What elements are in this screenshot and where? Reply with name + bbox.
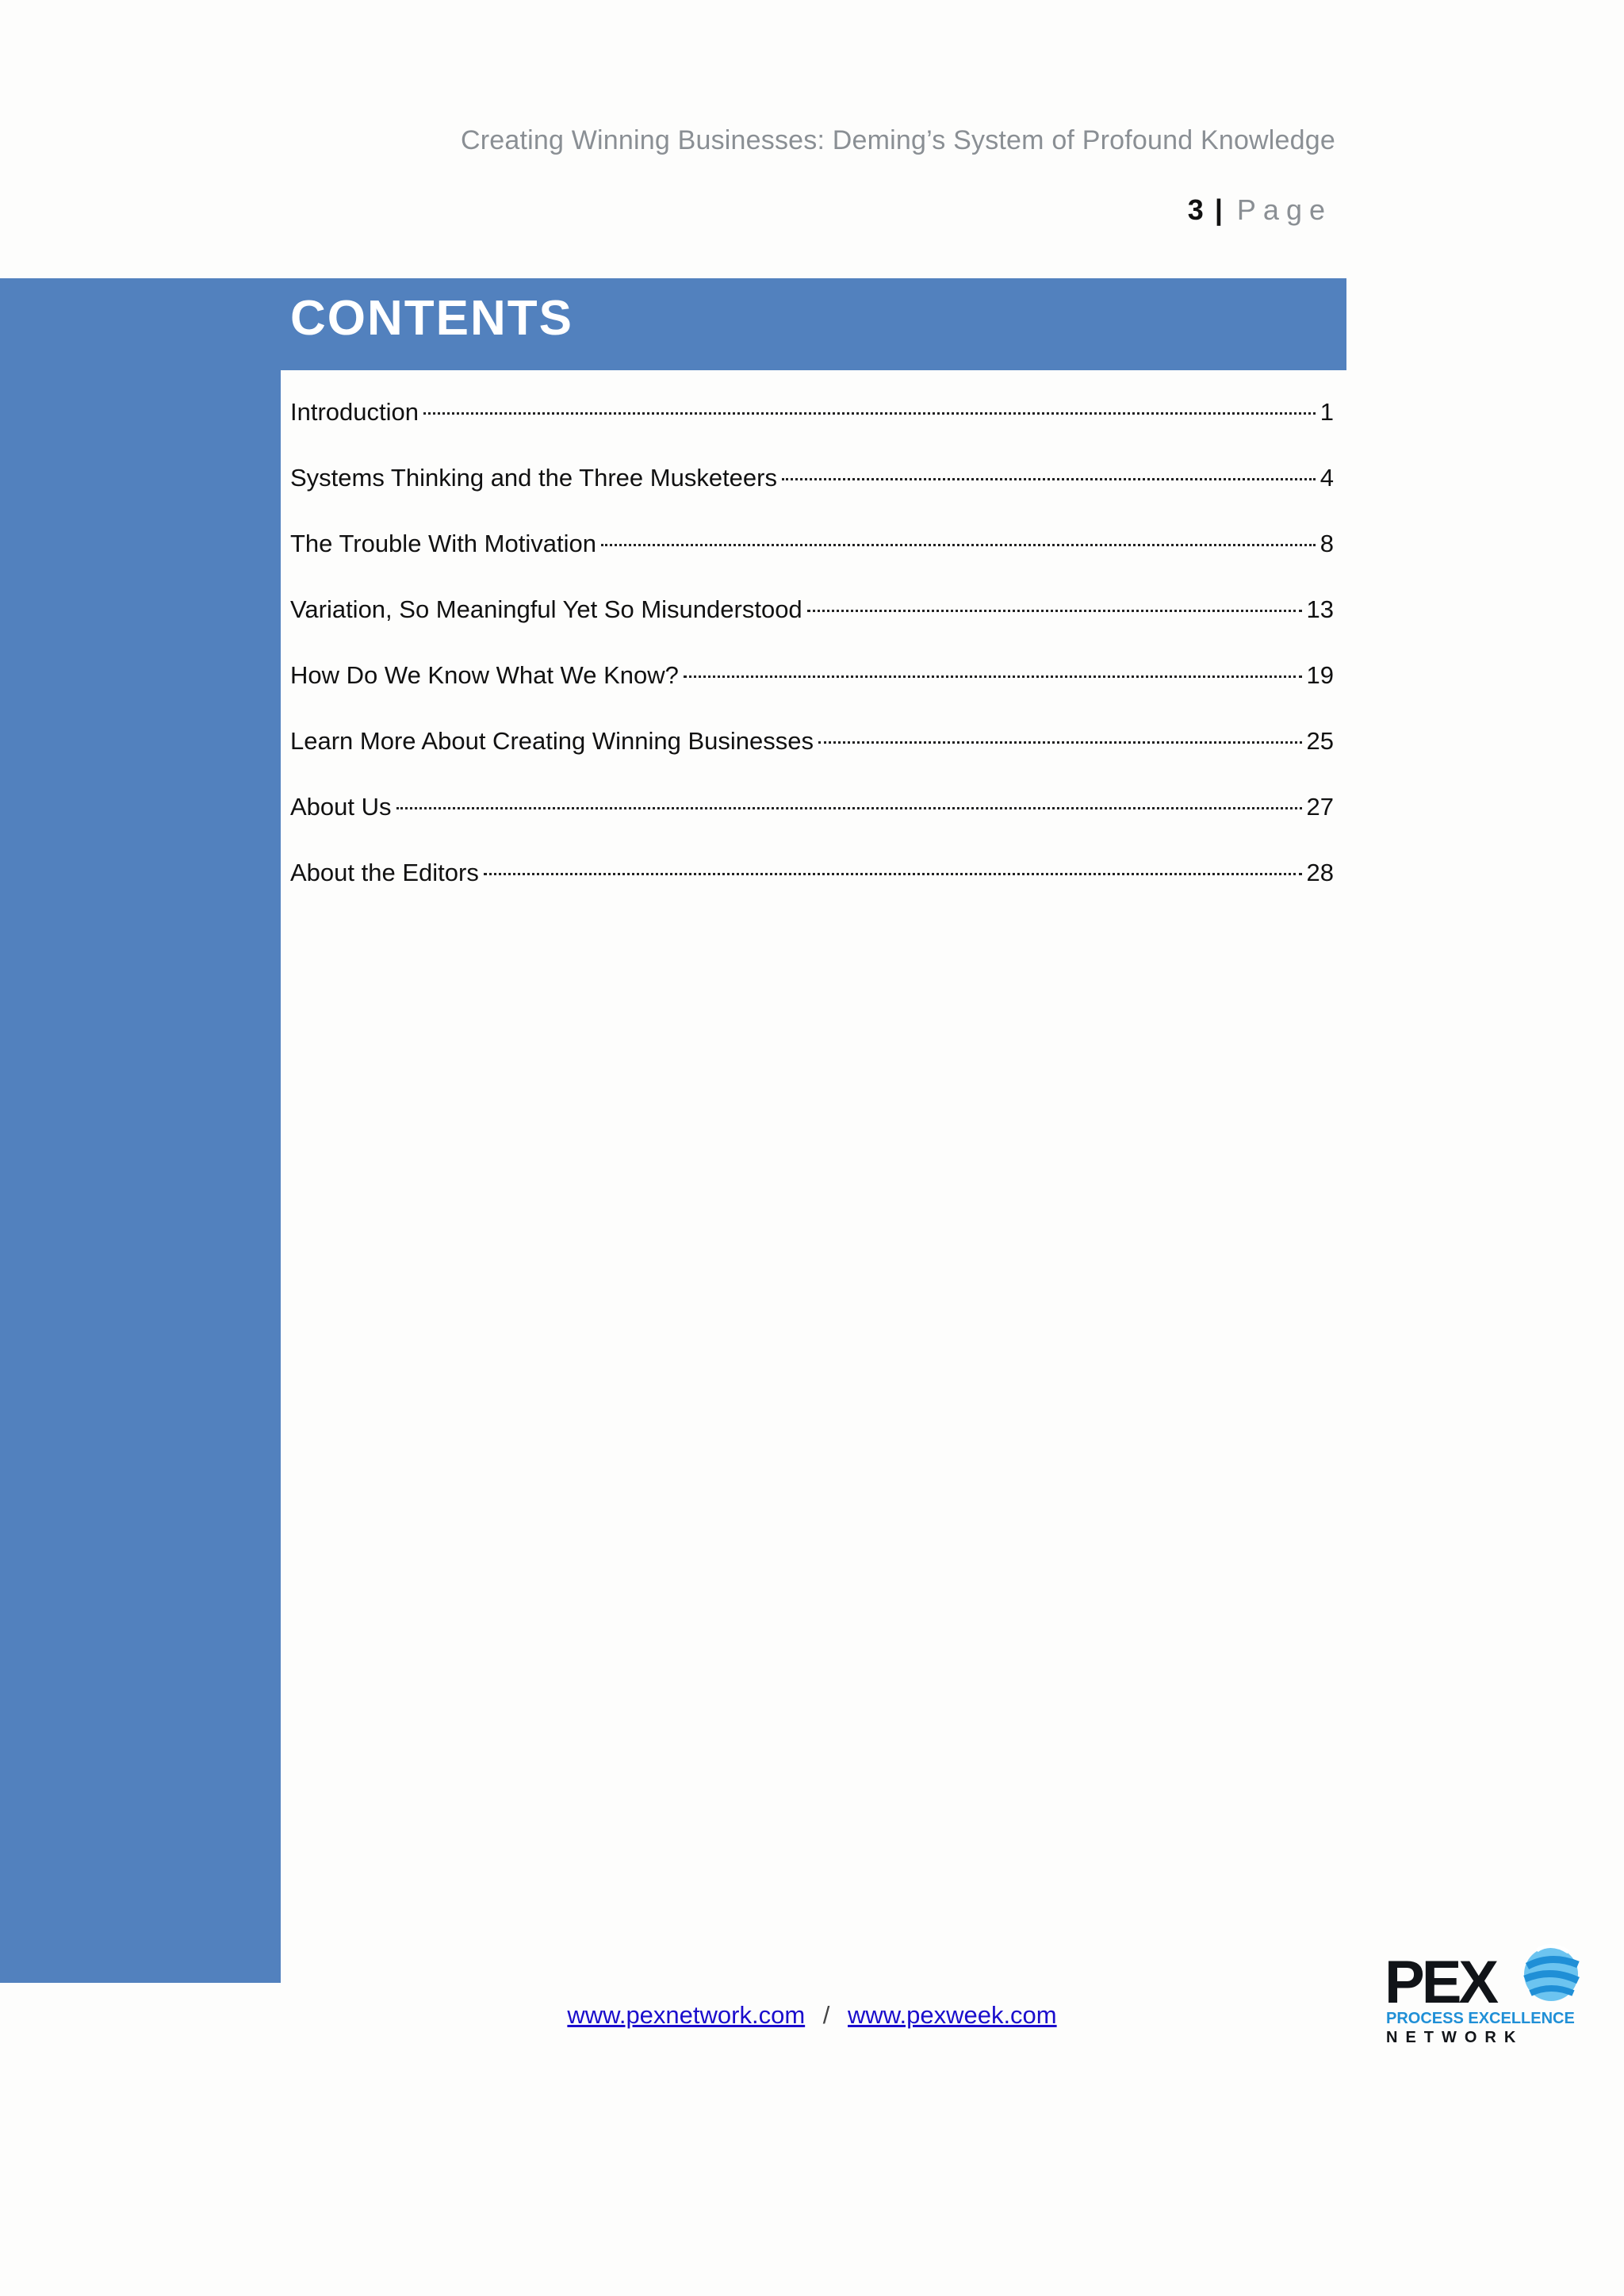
toc-dot-leader (396, 807, 1302, 809)
page-number (1188, 193, 1332, 227)
toc-dot-leader (423, 412, 1316, 415)
toc-entry-systems-thinking[interactable] (290, 464, 1334, 530)
toc-entry-label: How Do We Know What We Know? (290, 661, 679, 689)
toc-entry-label: About Us (290, 793, 392, 821)
toc-dot-leader (484, 873, 1302, 875)
toc-entry-page: 4 (1320, 464, 1334, 492)
pexweek-link[interactable]: www.pexweek.com (848, 2001, 1057, 2029)
pexnetwork-link[interactable]: www.pexnetwork.com (567, 2001, 806, 2029)
toc-entry-page: 28 (1306, 859, 1334, 886)
toc-entry-page: 1 (1320, 398, 1334, 426)
logo-line2-text: NETWORK (1386, 2029, 1524, 2046)
toc-dot-leader (818, 741, 1302, 744)
document-header-title: Creating Winning Businesses: Deming’s System of Profound Knowledge (460, 125, 1335, 155)
page-word: Page (1236, 193, 1332, 226)
logo-brand-text: PEX (1385, 1949, 1496, 2016)
toc-entry-page: 8 (1320, 530, 1334, 557)
toc-entry-label: Systems Thinking and the Three Musketeers (290, 464, 777, 492)
toc-dot-leader (807, 610, 1302, 612)
toc-entry-page: 13 (1306, 595, 1334, 623)
toc-entry-page: 27 (1306, 793, 1334, 821)
toc-entry-label: Variation, So Meaningful Yet So Misunderstood (290, 595, 802, 623)
toc-entry-introduction[interactable] (290, 398, 1334, 464)
toc-entry-how-do-we-know[interactable] (290, 661, 1334, 727)
toc-entry-learn-more[interactable] (290, 727, 1334, 793)
toc-entry-label: Introduction (290, 398, 419, 426)
footer-links (0, 2001, 1624, 2030)
footer-link-separator: / (822, 2001, 830, 2029)
logo-line1-text: PROCESS EXCELLENCE (1386, 2010, 1575, 2027)
toc-entry-about-editors[interactable] (290, 859, 1334, 924)
pex-logo (1381, 1934, 1588, 2049)
contents-title: CONTENTS (290, 291, 573, 346)
toc-dot-leader (601, 544, 1316, 546)
toc-entry-about-us[interactable] (290, 793, 1334, 859)
sidebar-color-band (0, 278, 281, 1983)
toc-entry-label: The Trouble With Motivation (290, 530, 596, 557)
toc-entry-page: 19 (1306, 661, 1334, 689)
toc-dot-leader (684, 675, 1302, 678)
toc-dot-leader (782, 478, 1316, 480)
page-number-value: 3 (1187, 193, 1204, 226)
globe-icon (1524, 1946, 1578, 2001)
toc-entry-label: Learn More About Creating Winning Businesses (290, 727, 814, 755)
table-of-contents (290, 398, 1334, 924)
toc-entry-page: 25 (1306, 727, 1334, 755)
toc-entry-variation[interactable] (290, 595, 1334, 661)
toc-entry-trouble-with-motivation[interactable] (290, 530, 1334, 595)
toc-entry-label: About the Editors (290, 859, 479, 886)
page-number-separator: | (1214, 193, 1223, 226)
